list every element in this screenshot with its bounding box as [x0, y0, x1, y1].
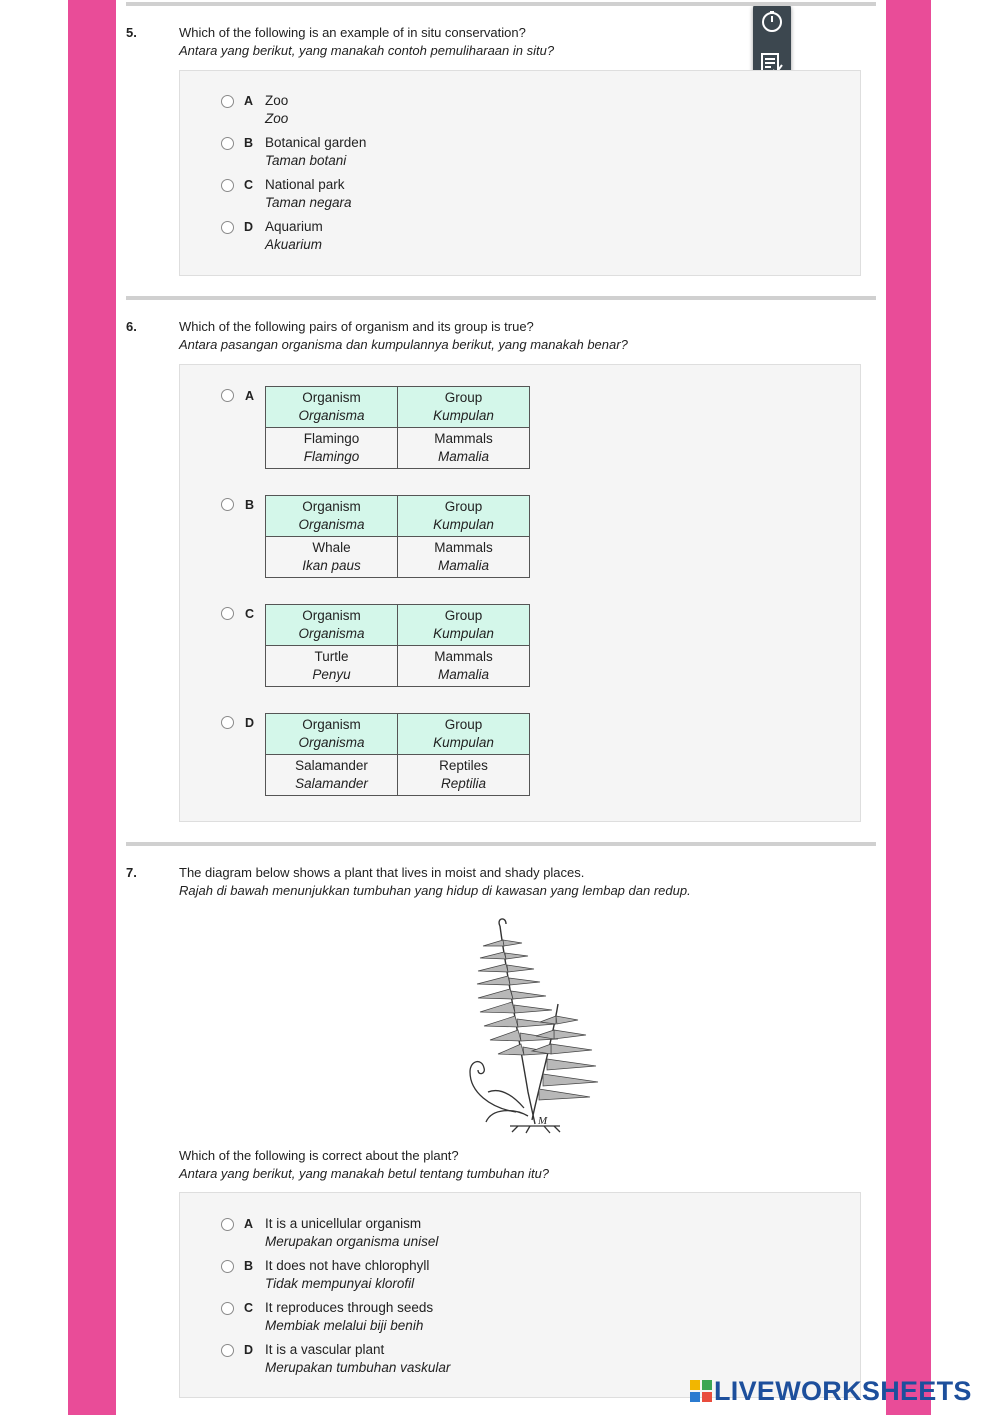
question-5-text-ms: Antara yang berikut, yang manakah contoh pemuliharaan in situ?: [179, 43, 555, 58]
cell-ms: Flamingo: [303, 449, 360, 464]
option-text: [265, 176, 352, 212]
q7-option-c-radio[interactable]: [221, 1302, 234, 1315]
option-text: [265, 1257, 429, 1293]
question-7-text-ms: Rajah di bawah menunjukkan tumbuhan yang hidup di kawasan yang lembap dan redup.: [179, 883, 691, 898]
cell-ms: Salamander: [295, 776, 368, 791]
q5-option-a-radio[interactable]: [221, 95, 234, 108]
cell-ms: Mamalia: [437, 558, 489, 573]
left-side-bar: [68, 0, 116, 1415]
option-letter: A: [245, 389, 255, 403]
cell-ms: Penyu: [312, 667, 351, 682]
option-letter: D: [244, 220, 254, 234]
question-5-number: 5.: [126, 25, 137, 40]
liveworksheets-badge-icon: [690, 1380, 712, 1402]
header-en: Group: [444, 608, 483, 623]
header-ms: Organisma: [298, 517, 365, 532]
table-cell: [398, 428, 530, 469]
table-header-cell: [266, 714, 398, 755]
option-table: [265, 495, 530, 578]
header-en: Organism: [302, 390, 361, 405]
question-7-text: [179, 864, 691, 900]
cell-en: Mammals: [434, 540, 493, 555]
option-letter: D: [245, 716, 255, 730]
option-text-ms: Membiak melalui biji benih: [265, 1318, 424, 1333]
option-text-ms: Zoo: [265, 111, 289, 126]
option-letter: B: [245, 498, 255, 512]
header-en: Group: [444, 390, 483, 405]
q6-option-c-radio[interactable]: [221, 607, 234, 620]
cell-en: Mammals: [434, 431, 493, 446]
question-6-text-ms: Antara pasangan organisma dan kumpulannya berikut, yang manakah benar?: [179, 337, 628, 352]
cell-ms: Reptilia: [440, 776, 487, 791]
q6-option-a-radio[interactable]: [221, 389, 234, 402]
option-text-en: It does not have chlorophyll: [265, 1258, 430, 1273]
header-en: Group: [444, 499, 483, 514]
option-text-en: Aquarium: [265, 219, 323, 234]
table-header-cell: [398, 605, 530, 646]
option-text-ms: Merupakan organisma unisel: [265, 1234, 439, 1249]
option-letter: C: [244, 178, 254, 192]
option-text-ms: Merupakan tumbuhan vaskular: [265, 1360, 451, 1375]
table-cell: [266, 537, 398, 578]
q6-option-d-radio[interactable]: [221, 716, 234, 729]
q7-option-d-radio[interactable]: [221, 1344, 234, 1357]
table-cell: [266, 428, 398, 469]
option-text-en: National park: [265, 177, 345, 192]
brand-name: LIVEWORKSHEETS: [714, 1376, 972, 1406]
cell-en: Flamingo: [303, 431, 360, 446]
header-ms: Kumpulan: [433, 517, 494, 532]
option-text: [265, 92, 288, 128]
table-header-cell: [266, 387, 398, 428]
option-table: [265, 386, 530, 469]
question-7-subquestion: [179, 1147, 549, 1183]
option-letter: D: [244, 1343, 254, 1357]
option-text-en: It is a vascular plant: [265, 1342, 385, 1357]
fern-diagram: [440, 912, 620, 1134]
option-letter: B: [244, 136, 254, 150]
cell-ms: Ikan paus: [302, 558, 361, 573]
option-table: [265, 604, 530, 687]
section-divider: [126, 842, 876, 846]
q5-option-c-radio[interactable]: [221, 179, 234, 192]
table-cell: [266, 646, 398, 687]
option-text-en: Botanical garden: [265, 135, 367, 150]
table-cell: [398, 755, 530, 796]
table-cell: [266, 755, 398, 796]
cell-en: Reptiles: [439, 758, 488, 773]
option-text-ms: Taman botani: [265, 153, 347, 168]
cell-ms: Mamalia: [437, 449, 489, 464]
question-7-text-en: The diagram below shows a plant that lives in moist and shady places.: [179, 865, 585, 880]
timer-icon[interactable]: [760, 10, 784, 34]
section-divider: [126, 296, 876, 300]
header-ms: Kumpulan: [433, 626, 494, 641]
table-cell: [398, 537, 530, 578]
table-cell: [398, 646, 530, 687]
option-text-en: It is a unicellular organism: [265, 1216, 422, 1231]
q7-option-a-radio[interactable]: [221, 1218, 234, 1231]
question-7-sub-en: Which of the following is correct about the plant?: [179, 1148, 459, 1163]
cell-en: Whale: [312, 540, 351, 555]
cell-en: Mammals: [434, 649, 493, 664]
q5-option-b-radio[interactable]: [221, 137, 234, 150]
header-en: Group: [444, 717, 483, 732]
section-divider: [126, 2, 876, 6]
option-text-ms: Akuarium: [265, 237, 323, 252]
cell-en: Salamander: [295, 758, 368, 773]
option-letter: C: [245, 607, 255, 621]
header-ms: Organisma: [298, 408, 365, 423]
option-text-ms: Taman negara: [265, 195, 352, 210]
diagram-label: M: [538, 1115, 548, 1127]
option-text: [265, 218, 323, 254]
cell-ms: Mamalia: [437, 667, 489, 682]
table-header-cell: [398, 387, 530, 428]
option-text: [265, 1215, 438, 1251]
question-6-text: [179, 318, 628, 354]
table-header-cell: [266, 496, 398, 537]
liveworksheets-logo: [690, 1376, 972, 1407]
header-ms: Organisma: [298, 626, 365, 641]
header-en: Organism: [302, 499, 361, 514]
option-letter: C: [244, 1301, 254, 1315]
question-7-sub-ms: Antara yang berikut, yang manakah betul tentang tumbuhan itu?: [179, 1166, 550, 1181]
q5-option-d-radio[interactable]: [221, 221, 234, 234]
question-5-text-en: Which of the following is an example of in situ conservation?: [179, 25, 526, 40]
option-text: [265, 134, 366, 170]
header-ms: Kumpulan: [433, 735, 494, 750]
option-text: [265, 1299, 433, 1335]
option-text: [265, 1341, 450, 1377]
cell-en: Turtle: [314, 649, 349, 664]
option-text-en: It reproduces through seeds: [265, 1300, 434, 1315]
header-ms: Kumpulan: [433, 408, 494, 423]
option-letter: A: [244, 1217, 254, 1231]
right-side-bar: [886, 0, 931, 1415]
header-en: Organism: [302, 608, 361, 623]
header-ms: Organisma: [298, 735, 365, 750]
option-letter: B: [244, 1259, 254, 1273]
table-header-cell: [266, 605, 398, 646]
question-6-number: 6.: [126, 319, 137, 334]
option-text-en: Zoo: [265, 93, 289, 108]
q6-option-b-radio[interactable]: [221, 498, 234, 511]
header-en: Organism: [302, 717, 361, 732]
table-header-cell: [398, 496, 530, 537]
option-letter: A: [244, 94, 254, 108]
table-header-cell: [398, 714, 530, 755]
question-5-text: [179, 24, 554, 60]
option-text-ms: Tidak mempunyai klorofil: [265, 1276, 415, 1291]
q7-option-b-radio[interactable]: [221, 1260, 234, 1273]
question-6-text-en: Which of the following pairs of organism and its group is true?: [179, 319, 534, 334]
question-7-number: 7.: [126, 865, 137, 880]
option-table: [265, 713, 530, 796]
